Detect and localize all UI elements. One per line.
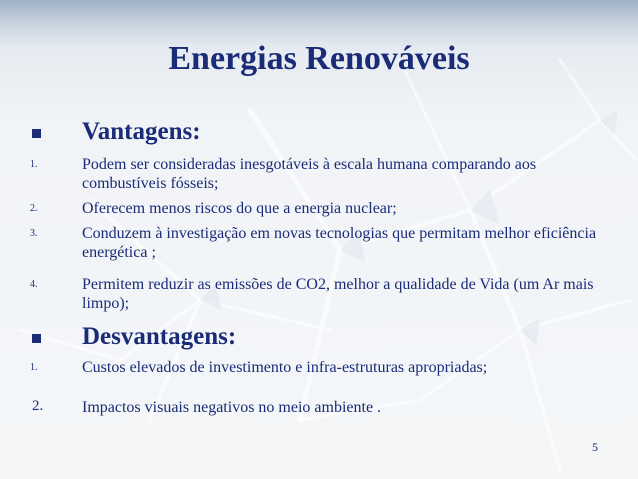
list-item-text: Permitem reduzir as emissões de CO2, melhor a qualidade de Vida (um Ar mais limpo); [82,276,594,312]
list-item-text: Podem ser consideradas inesgotáveis à escala humana comparando aos combustíveis fósseis; [82,156,537,192]
list-item-text: Conduzem à investigação em novas tecnologias que permitam melhor eficiência energética ; [82,225,597,261]
list-item-number: 1. [30,159,38,170]
list-item-text: Impactos visuais negativos no meio ambiente . [82,399,382,416]
slide-title: Energias Renováveis [168,40,470,77]
square-bullet-icon [32,334,41,343]
page-number: 5 [592,440,598,454]
list-item-text: Custos elevados de investimento e infra-estruturas apropriadas; [82,359,488,376]
section-heading-vantagens: Vantagens: [82,118,201,145]
square-bullet-icon [32,129,41,138]
list-item-number: 4. [30,279,38,290]
list-item-number: 3. [30,228,38,239]
list-item-number: 1. [30,362,38,373]
section-heading-desvantagens: Desvantagens: [82,323,237,350]
list-item-text: Oferecem menos riscos do que a energia nuclear; [82,200,397,217]
list-item-number: 2. [30,203,38,214]
list-item-number: 2. [32,398,44,414]
